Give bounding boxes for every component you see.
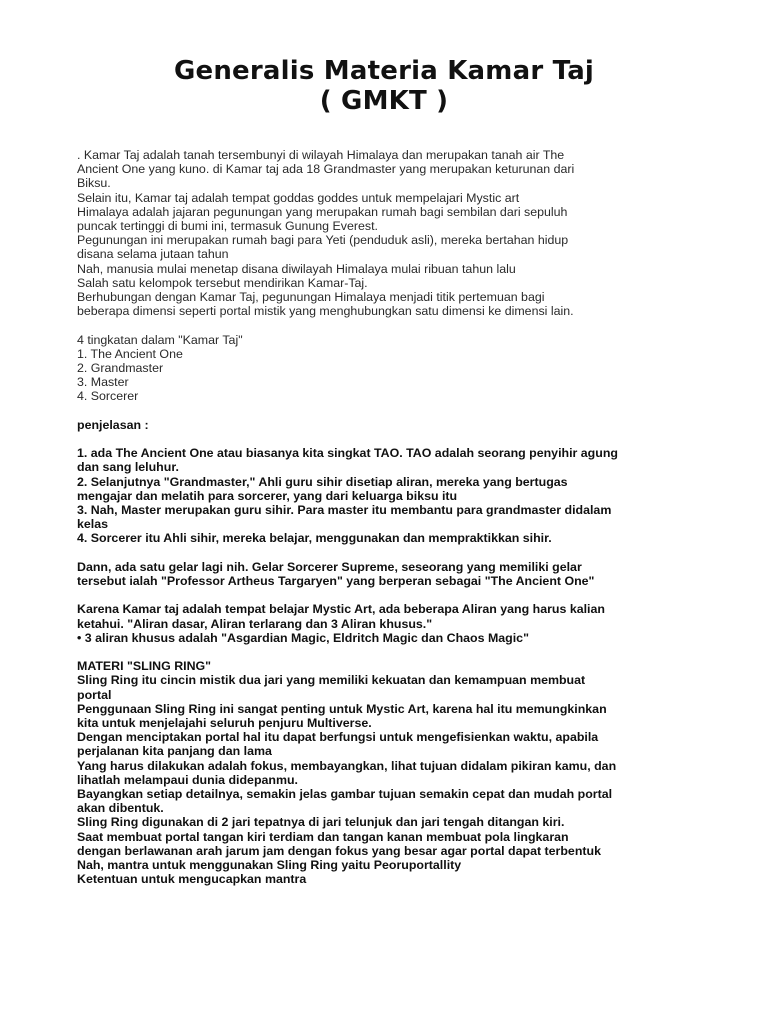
- sling-ring-line: akan dibentuk.: [77, 801, 164, 816]
- title-abbreviation: ( GMKT ): [319, 86, 449, 116]
- sling-ring-line: Nah, mantra untuk menggunakan Sling Ring yaitu Peoruportallity: [77, 858, 462, 873]
- sling-ring-section: [77, 659, 722, 886]
- sling-ring-line: Dengan menciptakan portal hal itu dapat berfungsi untuk mengefisienkan waktu, apabila: [77, 730, 599, 745]
- explanation-line: mengajar dan melatih para sorcerer, yang dari keluarga biksu itu: [77, 488, 458, 503]
- explanation-line: 3. Nah, Master merupakan guru sihir. Para master itu membantu para grandmaster didalam: [77, 503, 612, 518]
- sling-ring-line: kita untuk menjelajahi seluruh penjuru Multiverse.: [77, 716, 372, 731]
- spacer: [77, 432, 722, 446]
- sling-ring-line: perjalanan kita panjang dan lama: [77, 744, 272, 759]
- aliran-bullet: • 3 aliran khusus adalah "Asgardian Magic, Eldritch Magic dan Chaos Magic": [77, 630, 529, 645]
- intro-line: Ancient One yang kuno. di Kamar taj ada 18 Grandmaster yang merupakan keturunan dari: [77, 162, 575, 177]
- intro-line: disana selama jutaan tahun: [77, 247, 229, 262]
- sling-ring-line: lihatlah melampaui dunia didepanmu.: [77, 772, 298, 787]
- explanation-line: kelas: [77, 517, 109, 532]
- spacer: [77, 546, 722, 560]
- explanation-line: 2. Selanjutnya "Grandmaster," Ahli guru sihir disetiap aliran, mereka yang bertugas: [77, 474, 568, 489]
- intro-line: Biksu.: [77, 176, 111, 191]
- list-item: 1. The Ancient One: [77, 346, 183, 361]
- levels-heading: 4 tingkatan dalam "Kamar Taj": [77, 332, 243, 347]
- spacer: [77, 404, 722, 418]
- list-item: 4. Sorcerer: [77, 389, 139, 404]
- explanation-line: 1. ada The Ancient One atau biasanya kita singkat TAO. TAO adalah seorang penyihir agung: [77, 446, 618, 461]
- explanation-heading: penjelasan :: [77, 417, 149, 432]
- document-title: [0, 56, 768, 116]
- intro-line: Pegunungan ini merupakan rumah bagi para Yeti (penduduk asli), mereka bertahan hidup: [77, 233, 569, 248]
- supreme-section: [77, 560, 722, 588]
- list-item: 3. Master: [77, 375, 129, 390]
- title-main: Generalis Materia Kamar Taj: [173, 56, 595, 86]
- intro-line: Berhubungan dengan Kamar Taj, pegunungan Himalaya menjadi titik pertemuan bagi: [77, 290, 545, 305]
- sling-ring-line: Saat membuat portal tangan kiri terdiam dan tangan kanan membuat pola lingkaran: [77, 829, 569, 844]
- explanation-section: [77, 446, 722, 545]
- intro-line: puncak tertinggi di bumi ini, termasuk Gunung Everest.: [77, 219, 378, 234]
- sling-ring-line: Sling Ring itu cincin mistik dua jari yang memiliki kekuatan dan kemampuan membuat: [77, 673, 586, 688]
- supreme-line: Dann, ada satu gelar lagi nih. Gelar Sorcerer Supreme, seseorang yang memiliki gelar: [77, 559, 582, 574]
- intro-line: Himalaya adalah jajaran pegunungan yang merupakan rumah bagi sembilan dari sepuluh: [77, 204, 568, 219]
- explanation-line: 4. Sorcerer itu Ahli sihir, mereka belajar, menggunakan dan mempraktikkan sihir.: [77, 531, 552, 546]
- aliran-line: ketahui. "Aliran dasar, Aliran terlarang dan 3 Aliran khusus.": [77, 616, 433, 631]
- sling-ring-line: portal: [77, 687, 112, 702]
- spacer: [77, 318, 722, 332]
- intro-line: beberapa dimensi seperti portal mistik yang menghubungkan satu dimensi ke dimensi lain.: [77, 304, 574, 319]
- sling-ring-heading: MATERI "SLING RING": [77, 659, 212, 674]
- levels-list: [77, 333, 722, 404]
- intro-line: Selain itu, Kamar taj adalah tempat goddas goddes untuk mempelajari Mystic art: [77, 190, 520, 205]
- aliran-section: [77, 602, 722, 645]
- supreme-line: tersebut ialah "Professor Artheus Targaryen" yang berperan sebagai "The Ancient One": [77, 574, 595, 589]
- list-item: 2. Grandmaster: [77, 361, 164, 376]
- sling-ring-line: Sling Ring digunakan di 2 jari tepatnya di jari telunjuk dan jari tengah ditangan kiri.: [77, 815, 565, 830]
- sling-ring-line: Yang harus dilakukan adalah fokus, membayangkan, lihat tujuan didalam pikiran kamu, dan: [77, 758, 617, 773]
- spacer: [77, 588, 722, 602]
- sling-ring-line: Penggunaan Sling Ring ini sangat penting untuk Mystic Art, karena hal itu memungkinkan: [77, 701, 607, 716]
- sling-ring-line: dengan berlawanan arah jarum jam dengan fokus yang besar agar portal dapat terbentuk: [77, 843, 601, 858]
- document-body: [77, 148, 722, 886]
- intro-line: . Kamar Taj adalah tanah tersembunyi di wilayah Himalaya dan merupakan tanah air The: [77, 148, 565, 162]
- sling-ring-line: Bayangkan setiap detailnya, semakin jelas gambar tujuan semakin cepat dan mudah portal: [77, 787, 613, 802]
- intro-line: Nah, manusia mulai menetap disana diwilayah Himalaya mulai ribuan tahun lalu: [77, 261, 516, 276]
- aliran-line: Karena Kamar taj adalah tempat belajar Mystic Art, ada beberapa Aliran yang harus kalian: [77, 602, 605, 617]
- spacer: [77, 645, 722, 659]
- sling-ring-line: Ketentuan untuk mengucapkan mantra: [77, 872, 307, 887]
- intro-line: Salah satu kelompok tersebut mendirikan Kamar-Taj.: [77, 275, 368, 290]
- intro-section: [77, 148, 722, 318]
- explanation-line: dan sang leluhur.: [77, 460, 179, 475]
